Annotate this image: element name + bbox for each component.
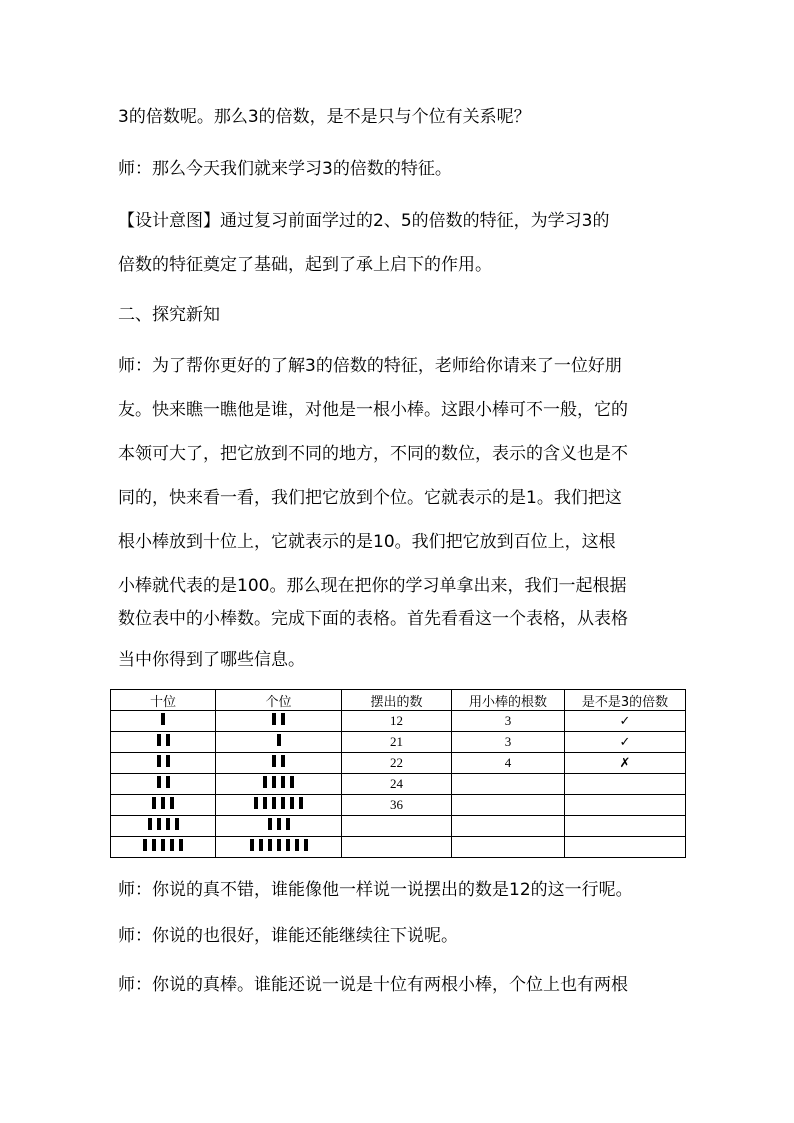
design-intent-line: 【设计意图】通过复习前面学过的2、5的倍数的特征，为学习3的 bbox=[118, 211, 610, 231]
paragraph-line: 师：为了帮你更好的了解3的倍数的特征，老师给你请来了一位好朋 bbox=[118, 356, 622, 376]
paragraph-line: 3的倍数呢。那么3的倍数，是不是只与个位有关系呢？ bbox=[118, 107, 531, 127]
stick-group bbox=[157, 755, 170, 767]
stick-group bbox=[272, 713, 285, 725]
ones-cell bbox=[216, 732, 342, 753]
stick-icon bbox=[166, 776, 170, 788]
paragraph-line: 当中你得到了哪些信息。 bbox=[118, 650, 305, 670]
is-multiple-cell bbox=[565, 774, 686, 795]
ones-cell bbox=[216, 837, 342, 858]
stick-icon bbox=[148, 818, 152, 830]
stick-icon bbox=[295, 839, 299, 851]
stick-icon bbox=[166, 734, 170, 746]
paragraph-line: 师：你说的真棒。谁能还说一说是十位有两根小棒，个位上也有两根 bbox=[118, 975, 628, 995]
stick-icon bbox=[277, 839, 281, 851]
stick-group bbox=[157, 776, 170, 788]
stick-icon bbox=[272, 713, 276, 725]
tens-cell bbox=[111, 753, 216, 774]
table-row bbox=[111, 795, 686, 816]
paragraph-line: 师：你说的也很好，谁能还能继续往下说呢。 bbox=[118, 926, 458, 946]
stick-group bbox=[157, 734, 170, 746]
is-multiple-cell: ✗ bbox=[565, 753, 686, 774]
number-cell: 36 bbox=[342, 795, 452, 816]
is-multiple-cell bbox=[565, 816, 686, 837]
paragraph-line: 本领可大了，把它放到不同的地方，不同的数位，表示的含义也是不 bbox=[118, 444, 628, 464]
paragraph-line: 师：你说的真不错，谁能像他一样说一说摆出的数是12的这一行呢。 bbox=[118, 880, 633, 900]
stick-group bbox=[143, 839, 183, 851]
stick-icon bbox=[304, 839, 308, 851]
paragraph-line: 同的，快来看一看，我们把它放到个位。它就表示的是1。我们把这 bbox=[118, 488, 622, 508]
stick-icon bbox=[281, 755, 285, 767]
header-is-multiple: 是不是3的倍数 bbox=[565, 690, 686, 711]
stick-group bbox=[250, 839, 308, 851]
stick-icon bbox=[290, 797, 294, 809]
stick-icon bbox=[166, 755, 170, 767]
stick-count-cell bbox=[452, 837, 565, 858]
section-heading: 二、探究新知 bbox=[118, 305, 220, 325]
tens-cell bbox=[111, 774, 216, 795]
stick-icon bbox=[272, 755, 276, 767]
stick-icon bbox=[143, 839, 147, 851]
stick-icon bbox=[281, 776, 285, 788]
tens-cell bbox=[111, 711, 216, 732]
stick-count-cell: 3 bbox=[452, 732, 565, 753]
is-multiple-cell bbox=[565, 795, 686, 816]
stick-group bbox=[263, 776, 294, 788]
number-cell bbox=[342, 837, 452, 858]
stick-group bbox=[152, 797, 174, 809]
stick-icon bbox=[286, 818, 290, 830]
stick-icon bbox=[263, 797, 267, 809]
ones-cell bbox=[216, 753, 342, 774]
stick-icon bbox=[152, 797, 156, 809]
stick-icon bbox=[281, 713, 285, 725]
stick-count-cell bbox=[452, 795, 565, 816]
stick-icon bbox=[299, 797, 303, 809]
table-row bbox=[111, 837, 686, 858]
stick-group bbox=[161, 713, 165, 725]
stick-group bbox=[268, 818, 290, 830]
header-stick-count: 用小棒的根数 bbox=[452, 690, 565, 711]
stick-group bbox=[148, 818, 179, 830]
tens-cell bbox=[111, 795, 216, 816]
stick-icon bbox=[157, 776, 161, 788]
tens-cell bbox=[111, 837, 216, 858]
stick-icon bbox=[250, 839, 254, 851]
stick-icon bbox=[166, 818, 170, 830]
header-ones: 个位 bbox=[216, 690, 342, 711]
stick-icon bbox=[161, 797, 165, 809]
stick-icon bbox=[277, 818, 281, 830]
stick-icon bbox=[161, 839, 165, 851]
number-cell: 21 bbox=[342, 732, 452, 753]
paragraph-line: 师：那么今天我们就来学习3的倍数的特征。 bbox=[118, 159, 452, 179]
tens-cell bbox=[111, 816, 216, 837]
stick-icon bbox=[170, 839, 174, 851]
stick-count-cell: 4 bbox=[452, 753, 565, 774]
stick-icon bbox=[281, 797, 285, 809]
stick-icon bbox=[272, 776, 276, 788]
number-cell bbox=[342, 816, 452, 837]
number-cell: 24 bbox=[342, 774, 452, 795]
table-row bbox=[111, 774, 686, 795]
stick-icon bbox=[277, 734, 281, 746]
tens-cell bbox=[111, 732, 216, 753]
ones-cell bbox=[216, 711, 342, 732]
stick-icon bbox=[175, 818, 179, 830]
table-row bbox=[111, 711, 686, 732]
stick-icon bbox=[290, 776, 294, 788]
stick-icon bbox=[157, 734, 161, 746]
paragraph-line: 小棒就代表的是100。那么现在把你的学习单拿出来，我们一起根据 bbox=[118, 576, 627, 596]
stick-group bbox=[277, 734, 281, 746]
number-cell: 22 bbox=[342, 753, 452, 774]
stick-icon bbox=[161, 713, 165, 725]
table-row bbox=[111, 816, 686, 837]
ones-cell bbox=[216, 795, 342, 816]
design-intent-line: 倍数的特征奠定了基础，起到了承上启下的作用。 bbox=[118, 255, 492, 275]
number-cell: 12 bbox=[342, 711, 452, 732]
table-row bbox=[111, 753, 686, 774]
header-tens: 十位 bbox=[111, 690, 216, 711]
stick-icon bbox=[268, 839, 272, 851]
stick-icon bbox=[254, 797, 258, 809]
paragraph-line: 友。快来瞧一瞧他是谁，对他是一根小棒。这跟小棒可不一般，它的 bbox=[118, 400, 628, 420]
ones-cell bbox=[216, 816, 342, 837]
stick-group bbox=[272, 755, 285, 767]
stick-icon bbox=[157, 818, 161, 830]
stick-count-table bbox=[110, 689, 686, 858]
stick-count-cell: 3 bbox=[452, 711, 565, 732]
table-row bbox=[111, 732, 686, 753]
stick-icon bbox=[259, 839, 263, 851]
stick-icon bbox=[179, 839, 183, 851]
stick-icon bbox=[152, 839, 156, 851]
header-number: 摆出的数 bbox=[342, 690, 452, 711]
stick-icon bbox=[170, 797, 174, 809]
stick-icon bbox=[268, 818, 272, 830]
stick-icon bbox=[272, 797, 276, 809]
stick-count-cell bbox=[452, 816, 565, 837]
stick-group bbox=[254, 797, 303, 809]
is-multiple-cell bbox=[565, 837, 686, 858]
ones-cell bbox=[216, 774, 342, 795]
paragraph-line: 数位表中的小棒数。完成下面的表格。首先看看这一个表格，从表格 bbox=[118, 609, 628, 629]
stick-count-cell bbox=[452, 774, 565, 795]
stick-icon bbox=[157, 755, 161, 767]
table-header-row bbox=[111, 690, 686, 711]
is-multiple-cell: ✓ bbox=[565, 711, 686, 732]
is-multiple-cell: ✓ bbox=[565, 732, 686, 753]
stick-icon bbox=[286, 839, 290, 851]
paragraph-line: 根小棒放到十位上，它就表示的是10。我们把它放到百位上，这根 bbox=[118, 532, 616, 552]
stick-icon bbox=[263, 776, 267, 788]
